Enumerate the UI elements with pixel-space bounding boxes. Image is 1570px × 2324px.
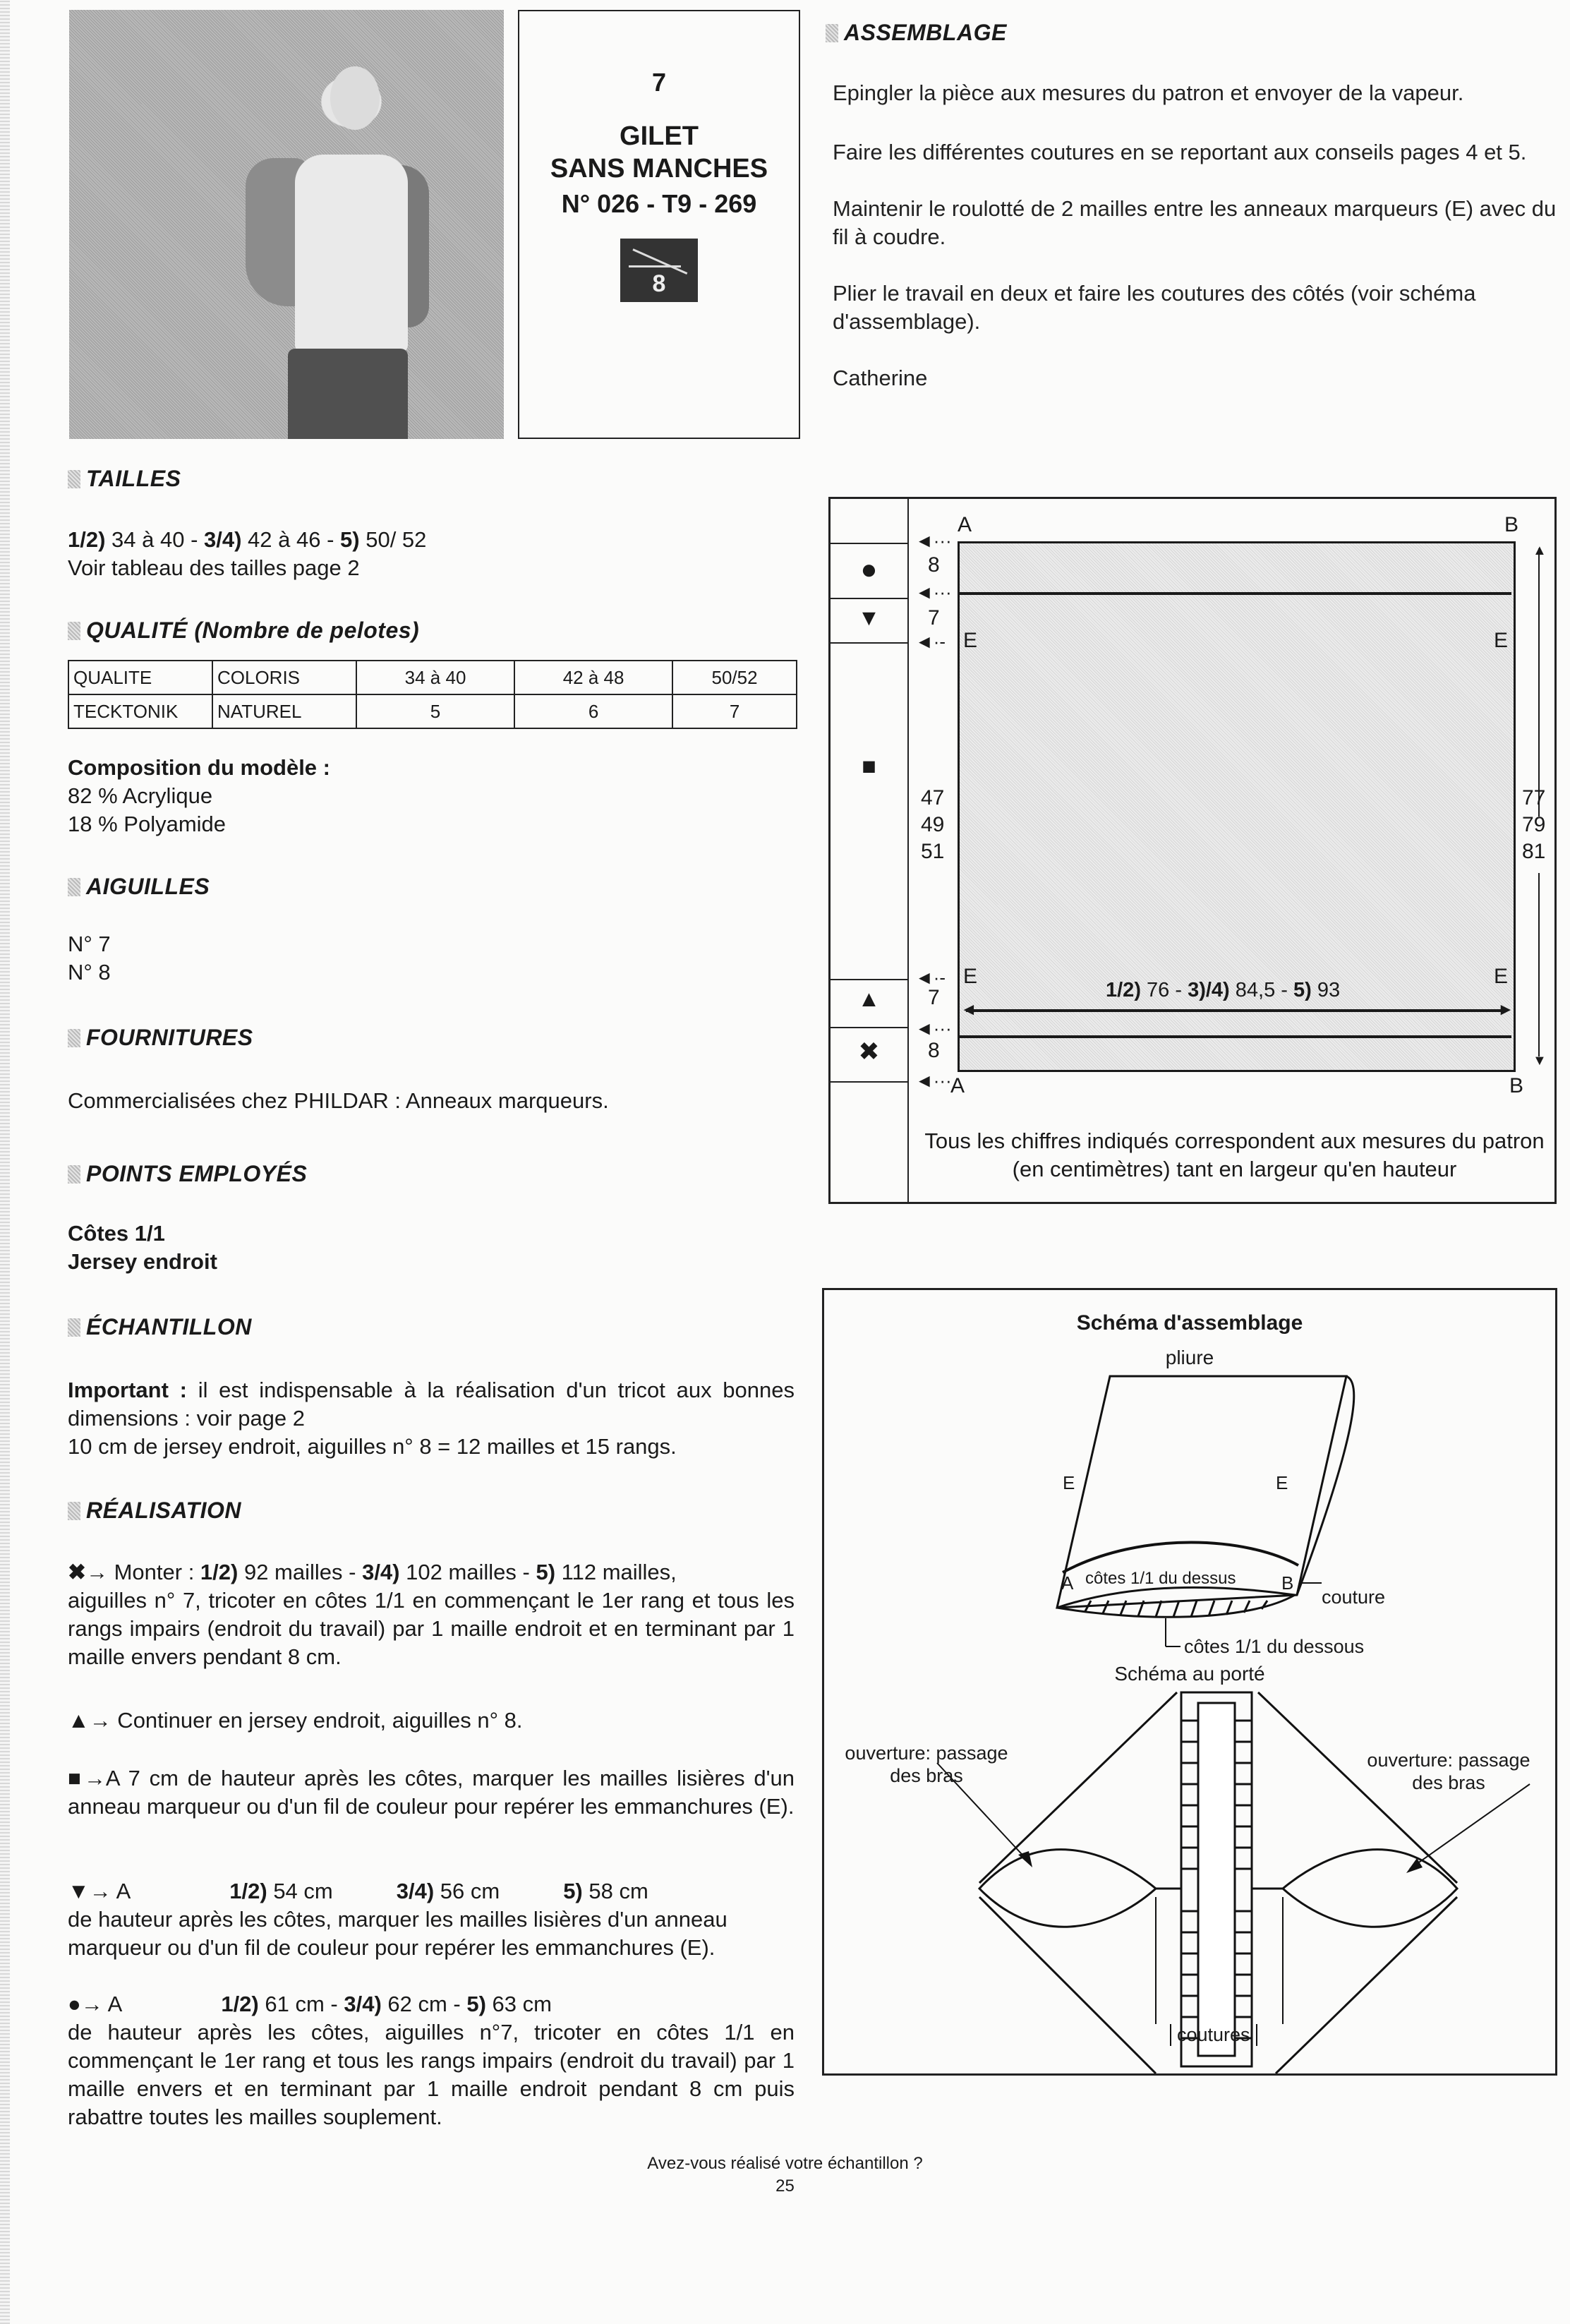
assembly-title: Schéma d'assemblage (1076, 1311, 1303, 1335)
model-number: 7 (651, 68, 667, 97)
marker-e-label: E (1494, 965, 1509, 988)
page-number: 25 (775, 2177, 795, 2196)
step-top-ribbing: ●→ A 1/2) 61 cm - 3/4) 62 cm - 5) 63 cm de hauteur après les côtes, aiguilles n°7, tricoter en côtes 1/1 en commençant le 1er rang et tous les rangs impairs (endroit du travail) par 1 maille envers et en terminant par 1 maille endroit pendant 8 cm puis rabattre toutes les mailles souplement. (68, 1992, 795, 2129)
assemblage-para: Maintenir le roulotté de 2 mailles entre les anneaux marqueurs (E) avec du fil à coudre. (833, 196, 1557, 249)
seam-label: couture (1322, 1587, 1386, 1608)
scan-edge (0, 0, 10, 2324)
assemblage-para: Epingler la pièce aux mesures du patron et envoyer de la vapeur. (833, 80, 1464, 105)
pattern-schematic: ● ▼ ■ ▲ ✖ A B A B ◄··· ◄··· ◄·- ◄·- ◄··· ◄··· E E E E 8 7 47 49 51 7 8 ▲ 77 79 81 ▼ 1/2) 76 - 3)/4) 84,5 - 5) 93 ◄ ► Tous les chiffres indiqués correspondent aux mesures du patron (en centimètres) tant en largeur qu'en hauteur (828, 497, 1557, 1204)
composition: Composition du modèle : 82 % Acrylique 18 % Polyamide (68, 755, 330, 836)
seams-label: coutures (1170, 2024, 1257, 2046)
assembly-diagram-box: Schéma d'assemblage pliure E E A B côtes 1/1 du dessus couture côtes 1/1 du dessous Schéma au porté ouverture: passage des bras ouverture: passage des bras coutures (822, 1288, 1557, 2076)
fold-label: pliure (1165, 1347, 1214, 1368)
assemblage-para: Plier le travail en deux et faire les coutures des côtés (voir schéma d'assemblage). (833, 281, 1476, 334)
section-heading-points: POINTS EMPLOYÉS (68, 1161, 307, 1187)
photo-head (330, 66, 380, 130)
signature: Catherine (833, 366, 928, 390)
footer-question: Avez-vous réalisé votre échantillon ? (647, 2154, 923, 2173)
marker-e-label: E (1494, 629, 1509, 652)
photo-pants (288, 349, 408, 439)
gauge-text: Important : il est indispensable à la réalisation d'un tricot aux bonnes dimensions : voir page 2 10 cm de jersey endroit, aiguilles n° 8 = 12 mailles et 15 rangs. (68, 1376, 795, 1461)
reference-number: N° 026 - T9 - 269 (561, 189, 757, 218)
supplies-text: Commercialisées chez PHILDAR : Anneaux marqueurs. (68, 1088, 609, 1113)
needles-list: N° 7 N° 8 (68, 932, 111, 985)
footer (0, 2153, 1570, 2198)
section-heading-aiguilles: AIGUILLES (68, 874, 210, 900)
title-box (518, 10, 800, 439)
model-photo (69, 10, 504, 439)
section-heading-tailles: TAILLES (68, 466, 181, 492)
arm-opening-right: ouverture: passage des bras (1367, 1750, 1530, 1793)
table-row: TECKTONIK NATUREL 5 6 7 (68, 694, 797, 728)
cross-symbol-icon: ✖ (858, 1037, 880, 1066)
triangle-up-symbol-icon: ▲ (857, 986, 881, 1011)
title-line1: GILET (620, 121, 699, 151)
assemblage-para: Faire les différentes coutures en se reportant aux conseils pages 4 et 5. (833, 140, 1527, 164)
title-line2: SANS MANCHES (550, 154, 768, 183)
composition-heading: Composition du modèle : (68, 755, 330, 780)
table-header-row: QUALITE COLORIS 34 à 40 42 à 48 50/52 (68, 661, 797, 694)
stitches-list: Côtes 1/1 Jersey endroit (68, 1221, 217, 1274)
rib-bottom-label: côtes 1/1 du dessous (1184, 1636, 1365, 1657)
triangle-down-symbol-icon: ▼ (857, 605, 881, 630)
step-jersey: ▲→ Continuer en jersey endroit, aiguilles n° 8. (68, 1708, 523, 1733)
section-heading-fournitures: FOURNITURES (68, 1025, 253, 1051)
section-heading-realisation: RÉALISATION (68, 1498, 241, 1524)
section-heading-assemblage: ASSEMBLAGE (826, 20, 1007, 46)
needle-size: 8 (652, 270, 666, 297)
knitting-needles-icon (620, 239, 698, 302)
rib-top-label: côtes 1/1 du dessus (1085, 1569, 1236, 1588)
gauge-value: 10 cm de jersey endroit, aiguilles n° 8 = 12 mailles et 15 rangs. (68, 1434, 677, 1459)
sizes-text: 1/2) 34 à 40 - 3/4) 42 à 46 - 5) 50/ 52 Voir tableau des tailles page 2 (68, 526, 795, 582)
section-heading-echantillon: ÉCHANTILLON (68, 1314, 252, 1340)
marker-e-label: E (963, 629, 978, 652)
photo-top (295, 155, 408, 352)
assemblage-text (833, 79, 1559, 392)
arm-opening-left: ouverture: passage des bras (845, 1742, 1008, 1786)
step-second-marker: ▼→ A 1/2) 54 cm 3/4) 56 cm 5) 58 cm de hauteur après les côtes, marquer les mailles lisières d'un anneau marqueur ou d'un fil de couleur pour repérer les emmanchures (E). (68, 1879, 727, 1960)
pattern-caption: Tous les chiffres indiqués correspondent aux mesures du patron (en centimètres) tant en largeur qu'en hauteur (924, 1128, 1545, 1181)
section-heading-qualite: QUALITÉ (Nombre de pelotes) (68, 618, 419, 644)
circle-symbol-icon: ● (860, 554, 878, 585)
square-symbol-icon: ■ (862, 753, 876, 780)
yarn-quantity-table (68, 660, 797, 729)
step-armhole-marker: ■→A 7 cm de hauteur après les côtes, marquer les mailles lisières d'un anneau marqueur ou d'un fil de couleur pour repérer les emmanchures (E). (68, 1766, 795, 1819)
worn-title: Schéma au porté (1114, 1663, 1265, 1685)
main-height-values: 47 49 51 (921, 786, 945, 863)
step-cast-on: ✖→ Monter : 1/2) 92 mailles - 3/4) 102 mailles - 5) 112 mailles, aiguilles n° 7, tricoter en côtes 1/1 en commençant le 1er rang et tous les rangs impairs (endroit du travail) par 1 maille endroit et en terminant par 1 maille envers pendant 8 cm. (68, 1560, 795, 1669)
total-height-values: 77 79 81 (1522, 786, 1546, 863)
marker-e-label: E (963, 965, 978, 988)
sizes-note: Voir tableau des tailles page 2 (68, 555, 360, 580)
width-values: 1/2) 76 - 3)/4) 84,5 - 5) 93 (1106, 979, 1341, 1001)
